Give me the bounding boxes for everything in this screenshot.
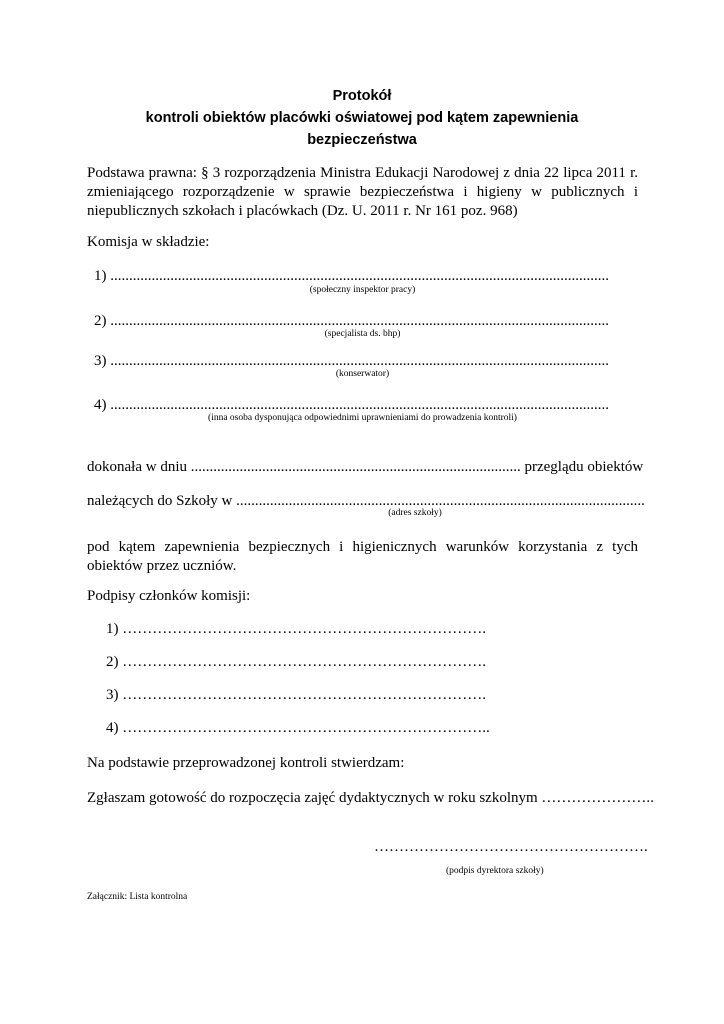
attachment-note: Załącznik: Lista kontrolna <box>87 892 188 902</box>
member-4-caption: (inna osoba dysponująca odpowiednimi uprawnieniami do prowadzenia kontroli) <box>208 413 517 423</box>
member-3-line: 3) ..................................................................................................................................... <box>94 353 609 369</box>
member-2-caption: (specjalista ds. bhp) <box>324 329 401 339</box>
member-1-line: 1) ..................................................................................................................................... <box>94 268 609 284</box>
school-name-line: należących do Szkoły w ............................................................................................................. <box>87 493 645 509</box>
readiness-declaration: Zgłaszam gotowość do rozpoczęcia zajęć dydaktycznych w roku szkolnym ………………….. <box>87 790 654 806</box>
conclusion-statement: Na podstawie przeprowadzonej kontroli stwierdzam: <box>87 755 405 771</box>
member-1-caption: (społeczny inspektor pracy) <box>309 285 416 295</box>
document-subtitle-line1: kontroli obiektów placówki oświatowej pod kątem zapewnienia <box>145 110 579 126</box>
legal-basis-paragraph: Podstawa prawna: § 3 rozporządzenia Ministra Edukacji Narodowej z dnia 22 lipca 2011 r. zmieniającego rozporządzenie w sprawie bezpieczeństwa i higieny w publicznych i niepublicznych szkołach i placówkach (Dz. U. 2011 r. Nr 161 poz. 968) <box>87 165 638 219</box>
signature-4-line: 4) ……………………………………………………………….. <box>106 720 490 736</box>
signature-2-line: 2) ………………………………………………………………. <box>106 654 486 670</box>
document-title: Protokół <box>332 88 392 104</box>
signatures-heading: Podpisy członków komisji: <box>87 588 251 604</box>
signature-3-line: 3) ………………………………………………………………. <box>106 687 486 703</box>
director-signature-caption: (podpis dyrektora szkoły) <box>446 866 544 876</box>
document-subtitle-line2: bezpieczeństwa <box>307 132 417 148</box>
school-address-caption: (adres szkoły) <box>388 508 442 518</box>
member-3-caption: (konserwator) <box>335 369 390 379</box>
member-2-line: 2) ..................................................................................................................................... <box>94 313 609 329</box>
director-signature-line: ………………………………………………. <box>374 839 648 855</box>
purpose-paragraph: pod kątem zapewnienia bezpiecznych i higienicznych warunków korzystania z tych obiektów przez uczniów. <box>87 539 638 574</box>
member-4-line: 4) ..................................................................................................................................... <box>94 397 609 413</box>
signature-1-line: 1) ………………………………………………………………. <box>106 621 486 637</box>
review-date-line: dokonała w dniu ........................................................................................ przeglądu obiektów <box>87 459 644 475</box>
commission-heading: Komisja w składzie: <box>87 234 210 250</box>
